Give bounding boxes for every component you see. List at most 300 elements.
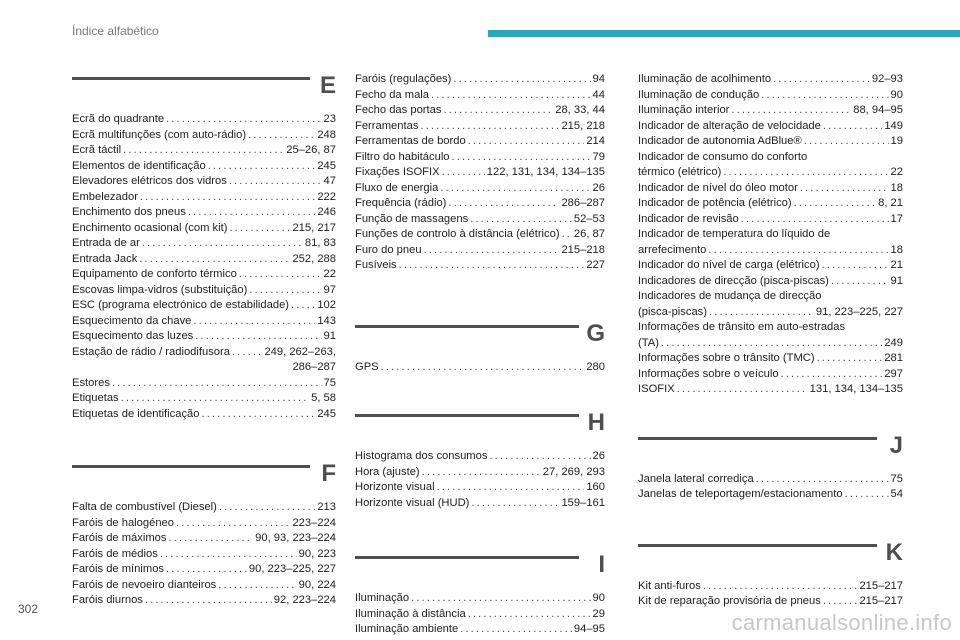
index-entry (72, 578, 336, 594)
index-entry (72, 159, 336, 175)
entry-pages: 29 (592, 607, 605, 620)
entry-term: Etiquetas de identificação (72, 407, 200, 420)
index-entry (355, 607, 605, 623)
entry-term: Fecho da mala (355, 88, 430, 101)
entry-pages: 248 (317, 128, 336, 141)
index-entry (355, 480, 605, 496)
entry-term: Indicadores de direcção (pisca-piscas) (638, 274, 829, 287)
entry-pages: 281 (884, 352, 903, 364)
entry-term: Elevadores elétricos dos vidros (72, 175, 227, 187)
index-entry (638, 165, 903, 181)
entry-pages: 23 (323, 113, 336, 125)
dot-leader (420, 119, 559, 135)
dot-leader (804, 134, 889, 150)
section-j (638, 430, 903, 503)
section-rule (72, 465, 310, 468)
entry-term: Falta de combustível (Diesel) (72, 501, 217, 513)
index-entry (72, 205, 336, 221)
index-entry (355, 360, 605, 376)
dot-leader (176, 516, 290, 532)
entry-pages: 27, 269, 293 (542, 465, 605, 478)
index-entry (355, 227, 605, 243)
section-rule (72, 77, 310, 80)
dot-leader (460, 622, 572, 638)
entry-pages: 90 (890, 88, 903, 101)
entry-pages: 44 (592, 88, 605, 101)
header-accent-bar (488, 30, 960, 37)
dot-leader (249, 283, 321, 299)
section-e (72, 70, 336, 422)
entry-heading: Indicador de consumo do conforto (638, 150, 808, 163)
entry-pages: 91 (323, 330, 336, 342)
entry-term: ISOFIX (638, 383, 675, 395)
entry-term: (pisca-piscas) (638, 305, 708, 318)
entry-pages: 75 (323, 376, 336, 389)
index-entry (355, 181, 605, 197)
index-entry (72, 143, 336, 159)
entry-pages: 286–287 (561, 197, 605, 209)
entry-term: Enchimento dos pneus (72, 206, 186, 218)
entry-pages: 249, 262–263, (264, 345, 336, 358)
entry-pages: 215, 217 (292, 221, 336, 234)
entry-pages: 215–217 (859, 595, 903, 607)
index-entry (355, 119, 605, 135)
section-letter: I (598, 551, 605, 578)
index-entry (72, 562, 336, 578)
entry-pages: 81, 83 (304, 237, 336, 249)
index-entry (72, 345, 336, 361)
entry-pages: 19 (890, 135, 903, 147)
dot-leader (468, 134, 585, 150)
section-rule (355, 414, 579, 417)
entry-pages: 52–53 (573, 212, 605, 225)
dot-leader (424, 243, 560, 259)
index-entry (355, 496, 605, 512)
section-rule (355, 325, 579, 328)
section-f (72, 458, 336, 609)
dot-leader (661, 336, 882, 352)
index-entry (355, 591, 605, 607)
entry-term: Entrada de ar (72, 237, 140, 249)
entry-term: (TA) (638, 336, 659, 349)
index-entry (638, 88, 903, 104)
entry-pages: 215, 218 (561, 119, 605, 132)
index-column-1 (72, 70, 336, 609)
entry-term: Faróis de médios (72, 547, 158, 560)
entry-pages: 75 (890, 472, 903, 485)
entry-term: arrefecimento (638, 243, 707, 256)
entry-term: Horizonte visual (355, 481, 435, 493)
index-entry (638, 382, 903, 398)
entry-pages-continued: 286–287 (292, 361, 336, 373)
entry-pages: 222 (317, 190, 336, 203)
dot-leader (773, 72, 870, 88)
entry-term: Iluminação ambiente (355, 623, 459, 635)
entry-term: Estação de rádio / radiodifusora (72, 345, 230, 358)
entry-pages: 227 (586, 259, 605, 271)
index-entry (638, 594, 903, 610)
entry-pages: 131, 134, 134–135 (809, 383, 903, 395)
dot-leader (411, 591, 590, 607)
dot-leader (112, 376, 322, 392)
dot-leader (431, 88, 591, 104)
section-letter: G (586, 319, 605, 347)
dot-leader (166, 562, 247, 578)
index-entry (72, 283, 336, 299)
section-letter: H (587, 409, 605, 436)
section-g (355, 318, 605, 376)
dot-leader (232, 345, 262, 361)
index-entry (638, 472, 903, 488)
entry-heading: Informações de trânsito em auto-estradas (638, 321, 846, 333)
entry-term: Furo do pneu (355, 243, 422, 256)
dot-leader (142, 236, 303, 252)
entry-pages: 102 (317, 299, 336, 311)
dot-leader (160, 547, 297, 563)
dot-leader (453, 72, 590, 88)
index-entry (355, 212, 605, 228)
index-entry (355, 165, 605, 181)
dot-leader (794, 196, 877, 212)
entry-term: Esquecimento das luzes (72, 330, 194, 342)
entry-term: Faróis de halogéneo (72, 516, 175, 529)
entry-term: Equipamento de conforto térmico (72, 268, 237, 280)
entry-pages: 223–224 (292, 516, 336, 529)
dot-leader (731, 103, 851, 119)
entry-term: Fluxo de energia (355, 181, 439, 194)
entry-term: Iluminação à distância (355, 607, 466, 620)
entry-term: Kit de reparação provisória de pneus (638, 595, 821, 607)
entry-pages: 26 (592, 450, 605, 462)
entry-term: Ferramentas de bordo (355, 135, 466, 147)
section-k (638, 537, 903, 610)
dot-leader (741, 212, 889, 228)
entry-term: Função de massagens (355, 212, 469, 225)
entry-term: Indicador de autonomia AdBlue® (638, 135, 802, 147)
dot-leader (831, 274, 889, 290)
entry-pages: 79 (592, 150, 605, 163)
dot-leader (437, 480, 585, 496)
index-entry (72, 391, 336, 407)
index-entry (72, 252, 336, 268)
entry-heading: Indicador de temperatura do líquido de (638, 228, 831, 240)
index-entry (355, 196, 605, 212)
dot-leader (761, 88, 888, 104)
entry-term: Iluminação de condução (638, 88, 760, 101)
entry-pages: 94 (592, 73, 605, 85)
entry-pages: 90 (592, 592, 605, 604)
index-entry (638, 119, 903, 135)
entry-term: Funções de controlo à distância (elétrico) (355, 228, 560, 240)
dot-leader (677, 382, 808, 398)
entry-term: Faróis de nevoeiro dianteiros (72, 578, 217, 591)
dot-leader (489, 449, 590, 465)
dot-leader (229, 221, 290, 237)
index-entry (72, 516, 336, 532)
entry-term: Indicador de alteração de velocidade (638, 119, 821, 132)
entry-pages: 90, 223 (298, 547, 336, 560)
entry-term: Kit anti-furos (638, 579, 701, 592)
index-entry (72, 376, 336, 392)
entry-term: Janela lateral corrediça (638, 472, 754, 485)
entry-pages: 28, 33, 44 (555, 104, 605, 116)
index-entry (72, 221, 336, 237)
index-entry (638, 72, 903, 88)
entry-term: Faróis de mínimos (72, 563, 165, 575)
dot-leader (800, 181, 889, 197)
dot-leader (781, 367, 883, 383)
dot-leader (817, 351, 883, 367)
dot-leader (202, 407, 316, 423)
dot-leader (448, 196, 559, 212)
index-entry (638, 274, 903, 290)
entry-term: Entrada Jack (72, 252, 138, 265)
entry-term: GPS (355, 360, 379, 373)
dot-leader (239, 267, 322, 283)
entry-pages: 5, 58 (311, 392, 336, 404)
dot-leader (139, 252, 290, 268)
entry-term: Ecrã multifunções (com auto-rádio) (72, 128, 247, 141)
entry-pages: 21 (890, 259, 903, 271)
dot-leader (468, 607, 591, 623)
entry-pages: 47 (323, 175, 336, 187)
entry-term: Filtro do habitáculo (355, 150, 450, 163)
entry-pages: 143 (317, 314, 336, 327)
section-rule (355, 556, 579, 559)
dot-leader (219, 500, 315, 516)
index-entry (355, 465, 605, 481)
entry-pages: 149 (884, 119, 903, 132)
entry-heading: Indicadores de mudança de direcção (638, 290, 822, 302)
page-number: 302 (18, 602, 39, 616)
entry-pages: 245 (317, 159, 336, 172)
entry-pages: 25–26, 87 (286, 144, 336, 156)
section-letter: E (319, 72, 336, 99)
entry-pages: 18 (890, 181, 903, 194)
entry-term: Iluminação (355, 592, 410, 604)
index-entry (72, 112, 336, 128)
header-title: Índice alfabético (72, 24, 159, 38)
entry-pages: 17 (890, 212, 903, 225)
dot-leader (440, 181, 590, 197)
index-entry (638, 336, 903, 352)
entry-pages: 92–93 (871, 73, 903, 85)
section-h (355, 407, 605, 511)
entry-term: Estores (72, 376, 110, 389)
dot-leader (123, 143, 284, 159)
index-entry (72, 174, 336, 190)
index-entry (72, 531, 336, 547)
dot-leader (381, 360, 585, 376)
dot-leader (703, 579, 858, 595)
section-letter: J (889, 431, 903, 459)
index-entry (355, 622, 605, 638)
dot-leader (422, 465, 541, 481)
index-entry (72, 267, 336, 283)
index-entry (638, 258, 903, 274)
entry-term: Embelezador (72, 190, 138, 203)
entry-term: Histograma dos consumos (355, 450, 488, 462)
index-entry (72, 329, 336, 345)
entry-pages: 297 (884, 367, 903, 380)
section-letter: F (321, 460, 336, 487)
entry-pages: 90, 224 (298, 578, 336, 591)
entry-term: Escovas limpa-vidros (substituição) (72, 283, 248, 296)
index-entry (638, 181, 903, 197)
dot-leader (442, 165, 485, 181)
entry-pages: 88, 94–95 (853, 104, 903, 116)
index-entry (72, 500, 336, 516)
entry-pages: 18 (890, 243, 903, 256)
section-i (355, 549, 605, 638)
index-entry (72, 407, 336, 423)
index-entry (355, 449, 605, 465)
dot-leader (845, 487, 889, 503)
dot-leader (218, 578, 296, 594)
dot-leader (169, 531, 254, 547)
dot-leader (723, 165, 888, 181)
dot-leader (248, 128, 315, 144)
dot-leader (443, 103, 553, 119)
section-letter: K (885, 538, 903, 566)
entry-term: Ecrã táctil (72, 144, 122, 156)
index-entry (638, 367, 903, 383)
entry-pages: 246 (317, 206, 336, 218)
dot-leader (291, 298, 315, 314)
index-entry (638, 212, 903, 228)
entry-term: Faróis diurnos (72, 594, 143, 606)
entry-term: Etiquetas (72, 392, 119, 404)
entry-pages: 26 (592, 181, 605, 194)
entry-pages: 215–217 (859, 579, 903, 592)
index-entry (355, 134, 605, 150)
dot-leader (229, 174, 322, 190)
entry-term: Indicador de potência (elétrico) (638, 197, 792, 209)
entry-pages: 160 (586, 481, 605, 493)
index-entry (72, 190, 336, 206)
entry-pages: 22 (890, 166, 903, 178)
index-entry (638, 487, 903, 503)
entry-term: Informações sobre o trânsito (TMC) (638, 352, 815, 364)
entry-pages: 252, 288 (292, 252, 336, 265)
entry-pages: 214 (586, 135, 605, 147)
entry-term: Fixações ISOFIX (355, 166, 440, 178)
entry-term: ESC (programa electrónico de estabilidade) (72, 299, 290, 311)
entry-term: Fecho das portas (355, 104, 442, 116)
entry-term: Iluminação de acolhimento (638, 73, 772, 85)
entry-pages: 215–218 (561, 243, 605, 256)
entry-pages: 92, 223–224 (273, 594, 336, 606)
dot-leader (195, 329, 321, 345)
dot-leader (708, 243, 888, 259)
dot-leader (470, 212, 572, 228)
entry-term: Ferramentas (355, 119, 419, 132)
dot-leader (823, 119, 882, 135)
index-entry (638, 243, 903, 259)
entry-term: Ecrã do quadrante (72, 113, 165, 125)
entry-pages: 94–95 (573, 623, 605, 635)
dot-leader (208, 159, 316, 175)
dot-leader (166, 112, 321, 128)
entry-pages: 91 (890, 274, 903, 287)
entry-pages: 159–161 (561, 496, 605, 509)
watermark: carmanualsonline.info (731, 610, 952, 635)
index-entry (638, 103, 903, 119)
index-entry (72, 547, 336, 563)
dot-leader (452, 150, 591, 166)
entry-term: Faróis (regulações) (355, 73, 452, 85)
dot-leader (822, 258, 889, 274)
index-column-3 (638, 72, 903, 610)
index-entry (72, 298, 336, 314)
entry-term: Indicador de revisão (638, 212, 739, 225)
index-entry (638, 305, 903, 321)
entry-term: Esquecimento da chave (72, 314, 192, 327)
entry-term: Indicador de nível do óleo motor (638, 181, 798, 194)
dot-leader (399, 258, 585, 274)
entry-pages: 90, 93, 223–224 (255, 532, 336, 544)
entry-pages: 97 (323, 283, 336, 296)
entry-term: Fusíveis (355, 259, 397, 271)
entry-term: Frequência (rádio) (355, 197, 447, 209)
index-entry (72, 593, 336, 609)
section-rule (638, 544, 877, 547)
entry-pages: 245 (317, 407, 336, 420)
entry-pages: 213 (317, 501, 336, 513)
entry-term: Elementos de identificação (72, 159, 206, 172)
entry-term: Janelas de teleportagem/estacionamento (638, 488, 843, 500)
index-entry (355, 103, 605, 119)
index-entry (355, 150, 605, 166)
dot-leader (145, 593, 272, 609)
dot-leader (562, 227, 572, 243)
index-entry (638, 134, 903, 150)
entry-pages: 122, 131, 134, 134–135 (486, 166, 605, 178)
entry-term: Faróis de máximos (72, 532, 167, 544)
index-column-2 (355, 72, 605, 638)
entry-term: Hora (ajuste) (355, 465, 420, 478)
dot-leader (188, 205, 316, 221)
index-entry (638, 351, 903, 367)
index-entry (355, 88, 605, 104)
dot-leader (140, 190, 315, 206)
index-entry (355, 243, 605, 259)
entry-pages: 90, 223–225, 227 (248, 563, 336, 575)
entry-term: Informações sobre o veículo (638, 367, 779, 380)
entry-pages: 22 (323, 268, 336, 280)
index-entry (638, 579, 903, 595)
section-rule (638, 437, 877, 440)
entry-term: térmico (elétrico) (638, 166, 722, 178)
dot-leader (193, 314, 315, 330)
entry-pages: 54 (890, 488, 903, 500)
entry-term: Indicador do nível de carga (elétrico) (638, 259, 820, 271)
index-entry (355, 72, 605, 88)
index-entry (72, 128, 336, 144)
dot-leader (756, 472, 889, 488)
dot-leader (121, 391, 309, 407)
entry-pages: 249 (884, 336, 903, 349)
entry-pages: 91, 223–225, 227 (815, 305, 903, 318)
entry-pages: 8, 21 (878, 197, 903, 209)
index-entry (355, 258, 605, 274)
entry-term: Horizonte visual (HUD) (355, 496, 470, 509)
entry-term: Iluminação interior (638, 104, 730, 116)
entry-pages: 26, 87 (573, 228, 605, 240)
entry-term: Enchimento ocasional (com kit) (72, 221, 228, 234)
index-entry (72, 314, 336, 330)
index-entry (638, 196, 903, 212)
